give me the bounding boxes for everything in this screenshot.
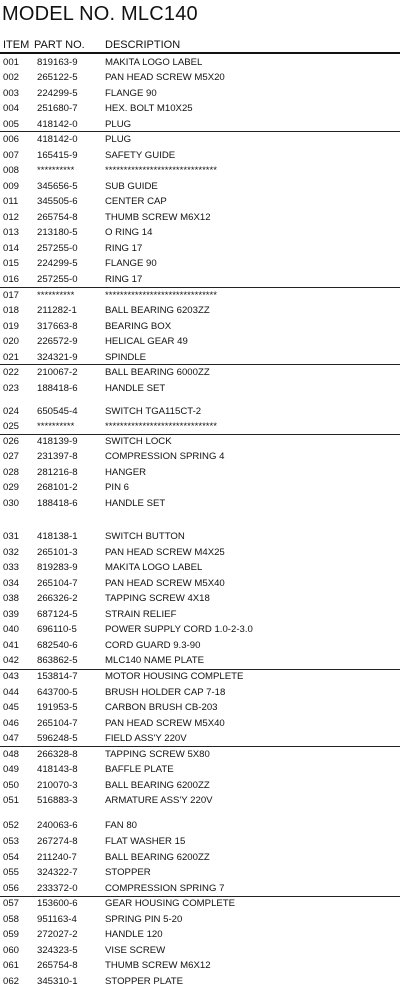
table-row (0, 685, 400, 700)
part-number: 257255-0 (37, 274, 78, 285)
table-row (0, 778, 400, 793)
part-description: COMPRESSION SPRING 4 (105, 451, 225, 462)
table-row (0, 974, 400, 989)
part-number: 345310-1 (37, 976, 78, 987)
item-number: 007 (3, 150, 20, 161)
part-description: BEARING BOX (105, 321, 172, 332)
table-row (0, 132, 400, 147)
table-row (0, 480, 400, 495)
item-number: 045 (3, 702, 20, 713)
part-number: 418142-0 (37, 134, 78, 145)
table-row (0, 303, 400, 318)
part-number: 231397-8 (37, 451, 78, 462)
part-description: CARBON BRUSH CB-203 (105, 702, 218, 713)
part-number: 165415-9 (37, 150, 78, 161)
table-row (0, 434, 400, 449)
part-description: SWITCH BUTTON (105, 531, 185, 542)
item-number: 044 (3, 687, 20, 698)
part-number: 257255-0 (37, 243, 78, 254)
part-description: STRAIN RELIEF (105, 609, 177, 620)
part-description: CENTER CAP (105, 196, 167, 207)
table-row (0, 762, 400, 777)
item-number: 019 (3, 321, 20, 332)
part-number: 863862-5 (37, 655, 78, 666)
part-number: 265104-7 (37, 578, 78, 589)
group-divider (0, 131, 400, 132)
item-number: 050 (3, 780, 20, 791)
part-number: 266326-2 (37, 593, 78, 604)
item-number: 022 (3, 367, 20, 378)
table-row (0, 449, 400, 464)
part-description: BALL BEARING 6203ZZ (105, 305, 210, 316)
table-row (0, 912, 400, 927)
table-row (0, 793, 400, 808)
part-number: 696110-5 (37, 624, 77, 635)
group-divider (0, 364, 400, 365)
table-row (0, 179, 400, 194)
table-row (0, 607, 400, 622)
part-description: PAN HEAD SCREW M5X40 (105, 718, 225, 729)
part-number: 317663-8 (37, 321, 78, 332)
item-number: 002 (3, 72, 20, 83)
part-number: 210067-2 (37, 367, 78, 378)
part-description: THUMB SCREW M6X12 (105, 960, 211, 971)
item-number: 048 (3, 749, 20, 760)
part-number: 224299-5 (37, 258, 78, 269)
table-row (0, 334, 400, 349)
part-number: 213180-5 (37, 227, 78, 238)
item-number: 024 (3, 406, 20, 417)
part-description: VISE SCREW (105, 945, 166, 956)
group-divider (0, 434, 400, 435)
part-number: 210070-3 (37, 780, 78, 791)
table-row (0, 716, 400, 731)
part-number: 418142-0 (37, 119, 78, 130)
item-number: 047 (3, 733, 20, 744)
part-description: SWITCH TGA115CT-2 (105, 406, 202, 417)
part-number: 324323-5 (37, 945, 78, 956)
part-description: BALL BEARING 6200ZZ (105, 852, 210, 863)
table-row (0, 256, 400, 271)
part-number: 596248-5 (37, 733, 78, 744)
part-number: 281216-8 (37, 467, 78, 478)
part-description: RING 17 (105, 243, 143, 254)
part-number: 819163-9 (37, 57, 78, 68)
part-description: CORD GUARD 9.3-90 (105, 640, 201, 651)
part-number: ********** (37, 290, 75, 301)
part-description: O RING 14 (105, 227, 153, 238)
item-number: 020 (3, 336, 20, 347)
part-description: SPRING PIN 5-20 (105, 914, 183, 925)
item-number: 040 (3, 624, 20, 635)
part-number: 265101-3 (37, 547, 78, 558)
group-divider (0, 746, 400, 747)
item-number: 009 (3, 181, 20, 192)
item-number: 032 (3, 547, 20, 558)
item-number: 057 (3, 898, 20, 909)
part-description: GEAR HOUSING COMPLETE (105, 898, 236, 909)
table-row (0, 319, 400, 334)
table-row (0, 747, 400, 762)
item-number: 013 (3, 227, 20, 238)
item-number: 049 (3, 764, 20, 775)
column-header-item: ITEM (3, 39, 30, 51)
part-number: 153814-7 (37, 671, 78, 682)
table-row (0, 576, 400, 591)
table-row (0, 669, 400, 684)
table-row (0, 381, 400, 396)
part-description: PLUG (105, 119, 132, 130)
item-number: 026 (3, 436, 20, 447)
part-number: 267274-8 (37, 836, 78, 847)
item-number: 008 (3, 165, 20, 176)
table-row (0, 638, 400, 653)
item-number: 006 (3, 134, 20, 145)
item-number: 041 (3, 640, 20, 651)
table-row (0, 622, 400, 637)
table-row (0, 70, 400, 85)
part-number: 650545-4 (37, 406, 78, 417)
part-description: PIN 6 (105, 482, 129, 493)
item-number: 053 (3, 836, 20, 847)
table-row (0, 881, 400, 896)
part-description: ARMATURE ASS'Y 220V (105, 795, 213, 806)
part-description: PAN HEAD SCREW M5X40 (105, 578, 225, 589)
table-row (0, 834, 400, 849)
part-description: STOPPER (105, 867, 151, 878)
part-number: 324322-7 (37, 867, 78, 878)
table-row (0, 350, 400, 365)
item-number: 021 (3, 352, 20, 363)
part-description: PAN HEAD SCREW M4X25 (105, 547, 225, 558)
item-number: 004 (3, 103, 20, 114)
table-row (0, 958, 400, 973)
table-row (0, 101, 400, 116)
item-number: 051 (3, 795, 20, 806)
part-description: ****************************** (105, 421, 218, 432)
table-row (0, 529, 400, 544)
table-row (0, 653, 400, 668)
table-row (0, 700, 400, 715)
part-number: 324321-9 (37, 352, 78, 363)
item-number: 033 (3, 562, 20, 573)
part-description: PLUG (105, 134, 132, 145)
item-number: 030 (3, 498, 20, 509)
table-row (0, 86, 400, 101)
part-number: 272027-2 (37, 929, 78, 940)
part-number: 191953-5 (37, 702, 78, 713)
part-description: ****************************** (105, 165, 218, 176)
group-divider (0, 287, 400, 288)
part-description: FAN 80 (105, 820, 137, 831)
part-description: MAKITA LOGO LABEL (105, 57, 203, 68)
table-row (0, 241, 400, 256)
part-description: POWER SUPPLY CORD 1.0-2-3.0 (105, 624, 253, 635)
item-number: 043 (3, 671, 20, 682)
part-description: SUB GUIDE (105, 181, 158, 192)
table-row (0, 404, 400, 419)
part-description: HANGER (105, 467, 147, 478)
table-row (0, 865, 400, 880)
item-number: 058 (3, 914, 20, 925)
part-number: 345656-5 (37, 181, 78, 192)
part-description: MAKITA LOGO LABEL (105, 562, 203, 573)
part-number: 251680-7 (37, 103, 78, 114)
item-number: 027 (3, 451, 20, 462)
item-number: 029 (3, 482, 20, 493)
item-number: 061 (3, 960, 20, 971)
table-row (0, 465, 400, 480)
part-number: 265754-8 (37, 212, 78, 223)
part-description: FLANGE 90 (105, 88, 157, 99)
part-number: 153600-6 (37, 898, 78, 909)
part-number: 266328-8 (37, 749, 78, 760)
part-description: STOPPER PLATE (105, 976, 184, 987)
part-description: FLAT WASHER 15 (105, 836, 186, 847)
item-number: 054 (3, 852, 20, 863)
item-number: 042 (3, 655, 20, 666)
item-number: 005 (3, 119, 20, 130)
part-description: BAFFLE PLATE (105, 764, 174, 775)
part-number: 224299-5 (37, 88, 78, 99)
table-row (0, 225, 400, 240)
table-row (0, 194, 400, 209)
table-row (0, 927, 400, 942)
part-description: FLANGE 90 (105, 258, 157, 269)
part-number: 211282-1 (37, 305, 77, 316)
part-description: HANDLE 120 (105, 929, 163, 940)
part-number: 233372-0 (37, 883, 78, 894)
table-row (0, 943, 400, 958)
item-number: 015 (3, 258, 20, 269)
table-row (0, 545, 400, 560)
part-description: HEX. BOLT M10X25 (105, 103, 193, 114)
table-row (0, 210, 400, 225)
part-number: 643700-5 (37, 687, 78, 698)
part-description: HANDLE SET (105, 383, 166, 394)
item-number: 056 (3, 883, 20, 894)
table-row (0, 731, 400, 746)
part-description: MLC140 NAME PLATE (105, 655, 204, 666)
table-row (0, 117, 400, 132)
part-number: 819283-9 (37, 562, 78, 573)
table-row (0, 850, 400, 865)
table-row (0, 560, 400, 575)
part-number: 211240-7 (37, 852, 77, 863)
part-number: ********** (37, 165, 75, 176)
table-row (0, 55, 400, 70)
item-number: 055 (3, 867, 20, 878)
part-number: 418138-1 (37, 531, 78, 542)
item-number: 060 (3, 945, 20, 956)
part-description: TAPPING SCREW 4X18 (105, 593, 210, 604)
item-number: 025 (3, 421, 20, 432)
table-row (0, 419, 400, 434)
part-description: RING 17 (105, 274, 143, 285)
item-number: 046 (3, 718, 20, 729)
part-number: 951163-4 (37, 914, 77, 925)
part-description: TAPPING SCREW 5X80 (105, 749, 210, 760)
part-description: BALL BEARING 6000ZZ (105, 367, 210, 378)
item-number: 023 (3, 383, 20, 394)
part-number: 240063-6 (37, 820, 78, 831)
part-number: 418143-8 (37, 764, 78, 775)
part-number: 265754-8 (37, 960, 78, 971)
part-number: 418139-9 (37, 436, 78, 447)
table-row (0, 496, 400, 511)
group-divider (0, 896, 400, 897)
part-number: 345505-6 (37, 196, 78, 207)
table-row (0, 818, 400, 833)
part-description: FIELD ASS'Y 220V (105, 733, 187, 744)
item-number: 014 (3, 243, 20, 254)
part-description: THUMB SCREW M6X12 (105, 212, 211, 223)
part-number: 682540-6 (37, 640, 78, 651)
part-description: SWITCH LOCK (105, 436, 172, 447)
part-number: 188418-6 (37, 498, 78, 509)
table-row (0, 288, 400, 303)
part-description: BALL BEARING 6200ZZ (105, 780, 210, 791)
part-description: BRUSH HOLDER CAP 7-18 (105, 687, 226, 698)
group-divider (0, 669, 400, 670)
item-number: 038 (3, 593, 20, 604)
page-title: MODEL NO. MLC140 (2, 3, 198, 25)
table-row (0, 591, 400, 606)
item-number: 028 (3, 467, 20, 478)
part-description: HELICAL GEAR 49 (105, 336, 188, 347)
part-number: 516883-3 (37, 795, 78, 806)
part-number: 268101-2 (37, 482, 78, 493)
item-number: 062 (3, 976, 20, 987)
part-description: MOTOR HOUSING COMPLETE (105, 671, 244, 682)
part-number: 188418-6 (37, 383, 78, 394)
part-description: COMPRESSION SPRING 7 (105, 883, 225, 894)
item-number: 011 (3, 196, 19, 207)
table-row (0, 896, 400, 911)
item-number: 017 (3, 290, 20, 301)
item-number: 012 (3, 212, 20, 223)
part-description: HANDLE SET (105, 498, 166, 509)
part-number: ********** (37, 421, 75, 432)
item-number: 018 (3, 305, 20, 316)
part-number: 265104-7 (37, 718, 78, 729)
part-description: SAFETY GUIDE (105, 150, 176, 161)
part-description: PAN HEAD SCREW M5X20 (105, 72, 225, 83)
table-row (0, 365, 400, 380)
item-number: 039 (3, 609, 20, 620)
part-number: 687124-5 (37, 609, 78, 620)
column-header-part-no: PART NO. (34, 39, 85, 51)
item-number: 001 (3, 57, 20, 68)
item-number: 003 (3, 88, 20, 99)
column-header-description: DESCRIPTION (105, 39, 181, 51)
part-number: 265122-5 (37, 72, 78, 83)
item-number: 034 (3, 578, 20, 589)
item-number: 016 (3, 274, 20, 285)
part-description: ****************************** (105, 290, 218, 301)
table-row (0, 272, 400, 287)
item-number: 052 (3, 820, 20, 831)
item-number: 031 (3, 531, 20, 542)
part-number: 226572-9 (37, 336, 78, 347)
item-number: 059 (3, 929, 20, 940)
table-row (0, 163, 400, 178)
table-row (0, 148, 400, 163)
part-description: SPINDLE (105, 352, 147, 363)
